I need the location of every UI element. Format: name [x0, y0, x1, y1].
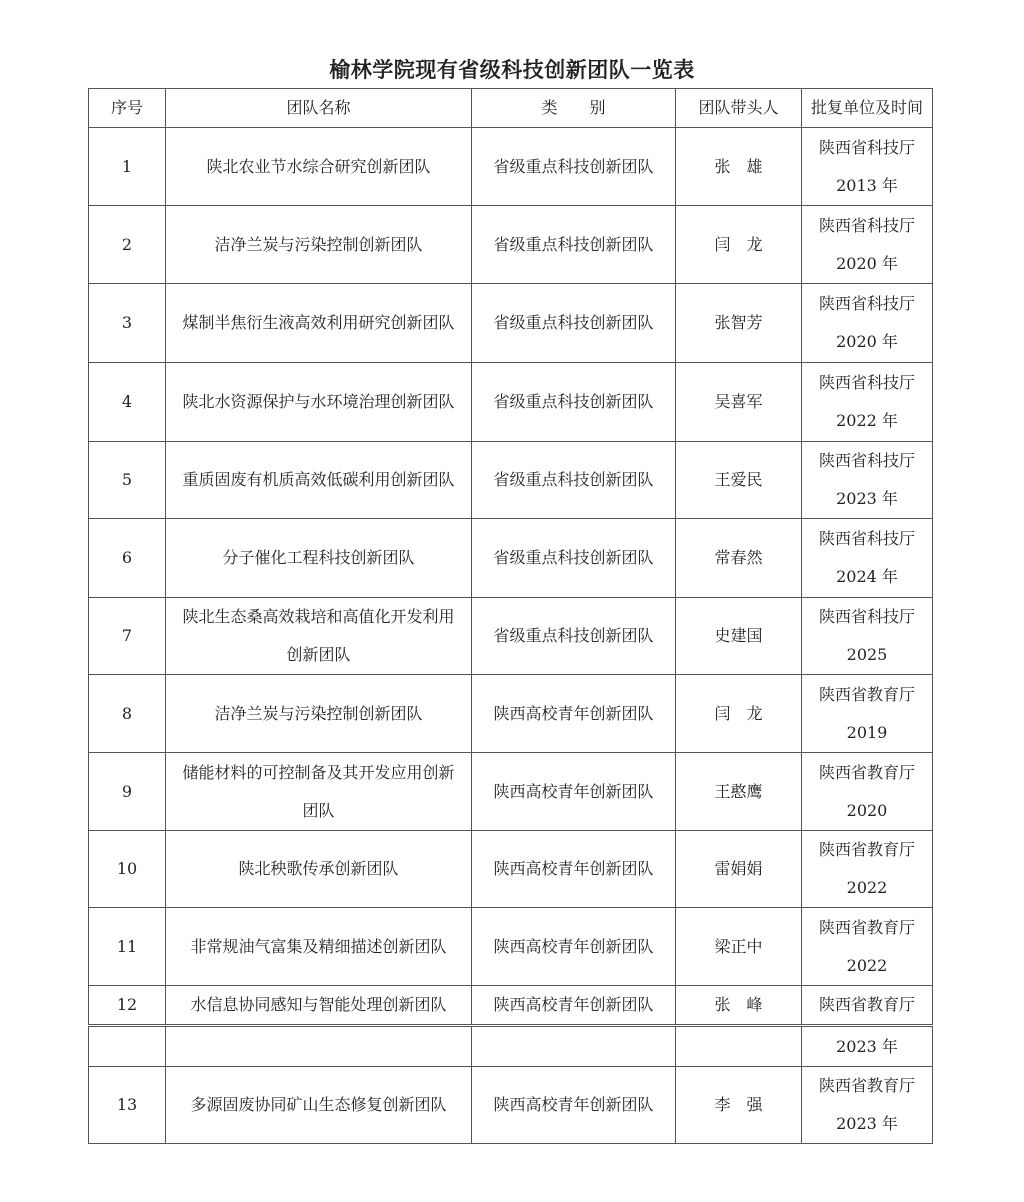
header-approval: 批复单位及时间 — [802, 89, 933, 128]
row-category: 省级重点科技创新团队 — [472, 128, 676, 206]
row-no: 4 — [89, 363, 166, 442]
row-approval — [802, 128, 933, 206]
row-no: 8 — [89, 675, 166, 753]
table-row — [89, 753, 933, 831]
approval-year: 2024 年 — [836, 567, 898, 586]
row-leader: 张 雄 — [676, 128, 802, 206]
row-category: 陕西高校青年创新团队 — [472, 908, 676, 986]
teams-table-part-2 — [88, 518, 933, 1025]
row-category: 陕西高校青年创新团队 — [472, 831, 676, 908]
teams-table-part-1 — [88, 88, 933, 519]
row-team-name: 煤制半焦衍生液高效利用研究创新团队 — [166, 284, 472, 363]
row-team-name — [166, 598, 472, 675]
table-row — [89, 1027, 933, 1067]
row-leader: 闫 龙 — [676, 206, 802, 284]
row-no: 2 — [89, 206, 166, 284]
approval-unit: 陕西省教育厅 — [818, 762, 915, 782]
row-approval — [802, 206, 933, 284]
row-leader: 张 峰 — [676, 986, 802, 1025]
row-team-name — [166, 753, 472, 831]
table-row — [89, 442, 933, 519]
row-approval — [802, 675, 933, 753]
header-team-name: 团队名称 — [166, 89, 472, 128]
row-no: 11 — [89, 908, 166, 986]
page-title: 榆林学院现有省级科技创新团队一览表 — [329, 57, 695, 82]
row-leader: 张智芳 — [676, 284, 802, 363]
row-leader: 史建国 — [676, 598, 802, 675]
header-no: 序号 — [89, 89, 166, 128]
approval-year: 2022 — [846, 955, 888, 975]
table-row — [89, 284, 933, 363]
table-row — [89, 598, 933, 675]
row-category: 省级重点科技创新团队 — [472, 519, 676, 598]
row-approval — [802, 753, 933, 831]
approval-unit: 陕西省科技厅 — [818, 137, 915, 157]
header-category: 类 别 — [472, 89, 676, 128]
row-category: 省级重点科技创新团队 — [472, 206, 676, 284]
row-leader — [676, 1027, 802, 1067]
row-no — [89, 1027, 166, 1067]
approval-unit: 陕西省科技厅 — [818, 373, 915, 392]
approval-year: 2025 — [846, 645, 888, 664]
row-category: 陕西高校青年创新团队 — [472, 1067, 676, 1144]
table-row — [89, 519, 933, 598]
approval-year: 2020 年 — [836, 253, 898, 273]
row-team-name — [166, 1027, 472, 1067]
row-leader: 梁正中 — [676, 908, 802, 986]
row-team-name: 陕北秧歌传承创新团队 — [166, 831, 472, 908]
row-approval — [802, 363, 933, 442]
row-team-name: 重质固废有机质高效低碳利用创新团队 — [166, 442, 472, 519]
row-approval — [802, 519, 933, 598]
row-team-name: 非常规油气富集及精细描述创新团队 — [166, 908, 472, 986]
team-name-line-1: 陕北生态桑高效栽培和高值化开发利用 — [182, 607, 455, 626]
row-team-name: 水信息协同感知与智能处理创新团队 — [166, 986, 472, 1025]
row-leader: 闫 龙 — [676, 675, 802, 753]
row-approval — [802, 908, 933, 986]
team-name-line-2: 团队 — [302, 800, 335, 820]
row-category: 省级重点科技创新团队 — [472, 442, 676, 519]
table-row — [89, 831, 933, 908]
row-no: 3 — [89, 284, 166, 363]
approval-year: 2023 年 — [836, 489, 898, 508]
row-approval — [802, 598, 933, 675]
row-team-name: 多源固废协同矿山生态修复创新团队 — [166, 1067, 472, 1144]
row-category: 陕西高校青年创新团队 — [472, 675, 676, 753]
row-approval — [802, 1067, 933, 1144]
row-leader: 雷娟娟 — [676, 831, 802, 908]
approval-year: 2020 年 — [836, 332, 898, 351]
approval-unit: 陕西省科技厅 — [818, 607, 915, 626]
row-category — [472, 1027, 676, 1067]
approval-year: 2022 — [846, 878, 888, 897]
approval-unit: 陕西省科技厅 — [818, 294, 915, 313]
approval-unit: 陕西省科技厅 — [818, 451, 915, 470]
approval-unit: 陕西省教育厅 — [818, 1076, 915, 1095]
approval-year: 2022 年 — [836, 411, 898, 430]
row-no: 12 — [89, 986, 166, 1025]
approval-unit: 陕西省教育厅 — [818, 684, 915, 704]
row-category: 省级重点科技创新团队 — [472, 598, 676, 675]
row-approval — [802, 831, 933, 908]
row-leader: 李 强 — [676, 1067, 802, 1144]
row-leader: 吴喜军 — [676, 363, 802, 442]
row-approval: 2023 年 — [802, 1027, 933, 1067]
approval-unit: 陕西省科技厅 — [818, 215, 915, 235]
teams-table-part-3 — [88, 1026, 933, 1144]
row-no: 13 — [89, 1067, 166, 1144]
team-name-line-2: 创新团队 — [286, 645, 351, 664]
header-leader: 团队带头人 — [676, 89, 802, 128]
table-row — [89, 908, 933, 986]
row-leader: 王爱民 — [676, 442, 802, 519]
row-team-name: 洁净兰炭与污染控制创新团队 — [166, 206, 472, 284]
team-name-line-1: 储能材料的可控制备及其开发应用创新 — [182, 762, 455, 782]
approval-unit: 陕西省科技厅 — [818, 529, 915, 548]
row-team-name: 陕北水资源保护与水环境治理创新团队 — [166, 363, 472, 442]
row-no: 9 — [89, 753, 166, 831]
row-approval — [802, 284, 933, 363]
approval-year: 2020 — [846, 800, 888, 820]
row-category: 省级重点科技创新团队 — [472, 284, 676, 363]
table-row — [89, 1067, 933, 1144]
row-category: 陕西高校青年创新团队 — [472, 753, 676, 831]
row-category: 省级重点科技创新团队 — [472, 363, 676, 442]
row-no: 10 — [89, 831, 166, 908]
row-leader: 常春然 — [676, 519, 802, 598]
row-no: 5 — [89, 442, 166, 519]
row-no: 1 — [89, 128, 166, 206]
row-approval — [802, 442, 933, 519]
approval-unit: 陕西省教育厅 — [818, 917, 915, 937]
row-no: 6 — [89, 519, 166, 598]
table-row — [89, 986, 933, 1025]
table-row — [89, 363, 933, 442]
row-approval: 陕西省教育厅 — [802, 986, 933, 1025]
approval-year: 2013 年 — [836, 175, 898, 195]
table-row — [89, 206, 933, 284]
row-no: 7 — [89, 598, 166, 675]
row-leader: 王憨鹰 — [676, 753, 802, 831]
approval-unit: 陕西省教育厅 — [818, 840, 915, 859]
approval-year: 2019 — [846, 722, 888, 742]
approval-year: 2023 年 — [836, 1114, 898, 1133]
row-category: 陕西高校青年创新团队 — [472, 986, 676, 1025]
table-row — [89, 128, 933, 206]
row-team-name: 洁净兰炭与污染控制创新团队 — [166, 675, 472, 753]
row-team-name: 陕北农业节水综合研究创新团队 — [166, 128, 472, 206]
row-team-name: 分子催化工程科技创新团队 — [166, 519, 472, 598]
table-header-row — [89, 89, 933, 128]
table-row — [89, 675, 933, 753]
